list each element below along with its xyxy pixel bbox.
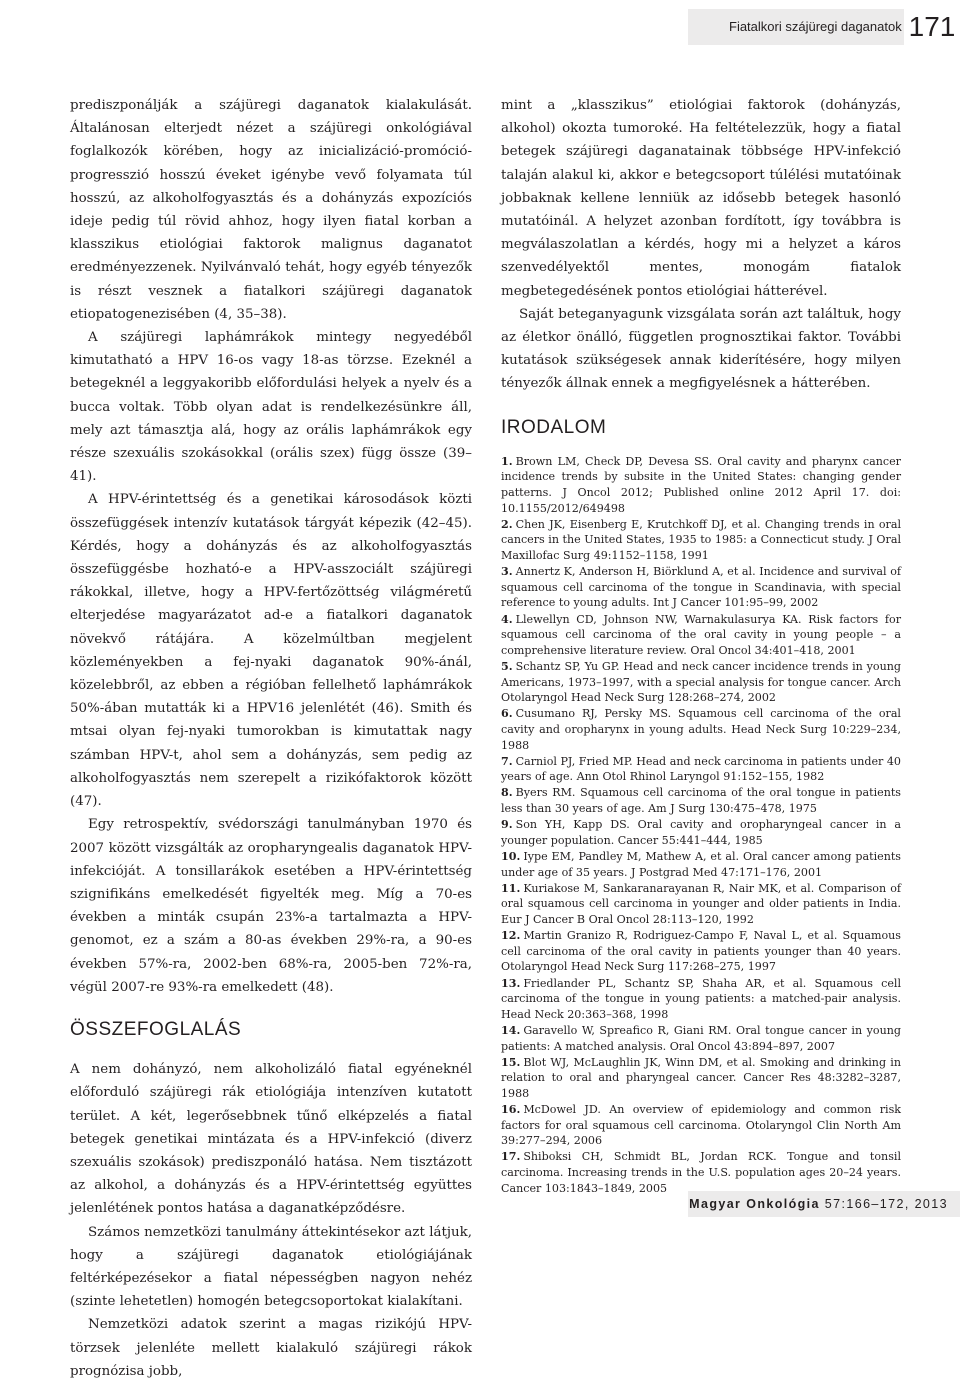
reference-text: Son YH, Kapp DS. Oral cavity and oropharyngeal cancer in a younger population. Cancer 55:441–444, 1985 xyxy=(501,818,901,847)
reference-item xyxy=(501,1149,901,1196)
reference-number: 7. xyxy=(501,754,513,768)
right-column xyxy=(501,94,901,1197)
reference-text: Annertz K, Anderson H, Biörklund A, et al. Incidence and survival of squamous cell carcinoma of the tongue in Scandinavia, with special reference to young adults. Int J Cancer 101:95–99, 2002 xyxy=(501,565,901,610)
reference-item xyxy=(501,754,901,785)
left-column xyxy=(70,94,472,1383)
reference-text: Iype EM, Pandley M, Mathew A, et al. Oral cancer among patients under age of 35 years. J Postgrad Med 47:171–176, 2001 xyxy=(501,850,901,879)
reference-number: 3. xyxy=(501,565,513,579)
reference-number: 15. xyxy=(501,1055,521,1069)
reference-text: Byers RM. Squamous cell carcinoma of the oral tongue in patients less than 30 years of age. Am J Surg 130:475–478, 1975 xyxy=(501,786,901,816)
volume-pages-year: 57:166–172, 2013 xyxy=(824,1197,948,1211)
reference-item xyxy=(501,706,901,753)
references-heading: IRODALOM xyxy=(501,416,607,438)
reference-text: Brown LM, Check DP, Devesa SS. Oral cavity and pharynx cancer incidence trends by subsite in the United States: changing gender patterns. J Oncol 2012; Published online 2012 April 17. doi: 10.1155/2012/649498 xyxy=(501,454,901,515)
reference-text: Kuriakose M, Sankaranarayanan R, Nair MK, et al. Comparison of oral squamous cell carcinoma in younger and older patients in India. Eur J Cancer B Oral Oncol 28:113–120, 1992 xyxy=(501,881,901,926)
body-paragraph: mint a „klasszikus” etiológiai faktorok (dohányzás, alkohol) okozta tumoroké. Ha feltételezzük, hogy a fiatal betegek szájüregi daganatainak többsége HPV-infekció talaján alakul ki, akkor e betegcsoport túlélési mutatóinak jobbaknak kellene lenniük az idősebb betegek hasonló mutatóinál. A helyzet azonban fordított, így továbbra is megválaszolatlan a kérdés, hogy mi a helyzet a káros szenvedélyektől mentes, monogám fiatalok megbetegedésének pontos etiológiai hátterével. xyxy=(501,98,901,299)
reference-text: Chen JK, Eisenberg E, Krutchkoff DJ, et al. Changing trends in oral cancers in the United States, 1935 to 1985: a Connecticut study. J Oral Maxillofac Surg 49:1152–1158, 1991 xyxy=(501,517,901,562)
summary-paragraph: A nem dohányzó, nem alkoholizáló fiatal egyéneknél előforduló szájüregi rák etiológiája intenzíven kutatott terület. A két, legerősebbnek tűnő elképzelés a fiatal betegek genetikai mintázata és a HPV-infekció (diverz szexuális szokások) prediszponáló hatása. Nem tisztázott az alkohol, a dohányzás és a HPV-érintettség együttes jelenlétének pontos hatása a daganatképződésre. xyxy=(70,1062,472,1217)
reference-text: Garavello W, Spreafico R, Giani RM. Oral tongue cancer in young patients: A matched analysis. Oral Oncol 43:894–897, 2007 xyxy=(501,1023,901,1053)
summary-heading: ÖSSZEFOGLALÁS xyxy=(70,1018,242,1040)
page-number: 171 xyxy=(904,6,960,48)
body-paragraph: A szájüregi laphámrákok mintegy negyedéből kimutatható a HPV 16-os vagy 18-as törzse. Ezeknél a betegeknél a leggyakoribb előfordulási helyek a nyelv és a bucca voltak. Több olyan adat is rendelkezésünkre áll, mely azt támasztja alá, hogy az orális laphámrákok egy része szexuális szokásokkal (orális szex) függ össze (39–41). xyxy=(70,330,472,485)
reference-item xyxy=(501,976,901,1023)
reference-item xyxy=(501,454,901,516)
summary-paragraph: Nemzetközi adatok szerint a magas rizikójú HPV-törzsek jelenléte mellett kialakuló szájüregi rákok prognózisa jobb, xyxy=(70,1317,472,1379)
reference-list xyxy=(501,454,901,1196)
reference-number: 5. xyxy=(501,659,513,673)
reference-item xyxy=(501,659,901,706)
reference-number: 6. xyxy=(501,707,513,721)
reference-item xyxy=(501,928,901,975)
reference-text: Cusumano RJ, Persky MS. Squamous cell carcinoma of the oral cavity and oropharynx in young adults. Head Neck Surg 10:229–234, 1988 xyxy=(501,707,901,752)
reference-item xyxy=(501,612,901,659)
reference-item xyxy=(501,849,901,880)
body-paragraph: Egy retrospektív, svédországi tanulmányban 1970 és 2007 között vizsgálták az oropharyngealis daganatok HPV-infekcióját. A tonsillarákok esetében a HPV-érintettség szignifikáns emelkedését figyelték meg. Míg a 70-es években a minták csupán 23%-a tartalmazta a HPV-genomot, ez a szám a 80-as években 29%-ra, a 90-es években 57%-ra, 2002-ben 68%-ra, 2005-ben 72%-ra, végül 2007-re 93%-ra emelkedett (48). xyxy=(70,817,472,995)
reference-item xyxy=(501,564,901,611)
reference-item xyxy=(501,517,901,564)
reference-text: Carniol PJ, Fried MP. Head and neck carcinoma in patients under 40 years of age. Ann Otol Rhinol Laryngol 91:152–155, 1982 xyxy=(501,754,901,784)
reference-number: 17. xyxy=(501,1150,521,1164)
reference-text: Shiboksi CH, Schmidt BL, Jordan RCK. Tongue and tonsil carcinoma. Increasing trends in the U.S. population ages 20–24 years. Cancer 103:1843–1849, 2005 xyxy=(501,1150,901,1195)
reference-text: Blot WJ, McLaughlin JK, Winn DM, et al. Smoking and drinking in relation to oral and pharyngeal cancer. Cancer Res 48:3282–3287, 1988 xyxy=(501,1055,901,1100)
reference-text: Schantz SP, Yu GP. Head and neck cancer incidence trends in young Americans, 1973–1997, with a special analysis for tongue cancer. Arch Otolaryngol Head Neck Surg 128:268–274, 2002 xyxy=(501,659,901,705)
reference-item xyxy=(501,785,901,816)
reference-item xyxy=(501,1023,901,1054)
reference-number: 10. xyxy=(501,850,521,864)
reference-item xyxy=(501,881,901,928)
body-paragraph: prediszponálják a szájüregi daganatok kialakulását. Általánosan elterjedt nézet a szájüregi onkológiával foglalkozók körében, hogy az inicializáció-promóció-progresszió hosszú éveket igénybe vevő folyamata túl hosszú, az alkoholfogyasztás és a dohányzás expozíciós ideje pedig túl rövid ahhoz, hogy ilyen fiatal korban a klasszikus etiológiai faktorok malignus daganatot eredményezzenek. Nyilvánvaló tehát, hogy egyéb tényezők is részt vesznek a fiatalkori szájüregi daganatok etiopatogenezisében (4, 35–38). xyxy=(70,98,472,322)
reference-number: 2. xyxy=(501,517,513,531)
reference-item xyxy=(501,1102,901,1149)
reference-text: Martin Granizo R, Rodriguez-Campo F, Naval L, et al. Squamous cell carcinoma of the oral cavity in patients younger than 40 years. Otolaryngol Head Neck Surg 117:268–275, 1997 xyxy=(501,929,901,974)
reference-item xyxy=(501,817,901,848)
running-title: Fiatalkori szájüregi daganatok xyxy=(729,19,902,34)
running-footer xyxy=(688,1191,960,1217)
reference-text: Llewellyn CD, Johnson NW, Warnakulasurya KA. Risk factors for squamous cell carcinoma of the oral cavity in young people – a comprehensive literature review. Oral Oncol 34:401–418, 2001 xyxy=(501,612,901,657)
reference-number: 1. xyxy=(501,454,513,468)
body-paragraph: A HPV-érintettség és a genetikai károsodások közti összefüggések intenzív kutatások tárgyát képezik (42–45). Kérdés, hogy a dohányzás és az alkoholfogyasztás összefüggésbe hozható-e a HPV-asszociált szájüregi rákokkal, illetve, hogy a HPV-fertőzöttség világméretű elterjedése magyarázatot ad-e a fiatalkori daganatok növekvő rátájára. A közelmúltban megjelent közleményekben a fej-nyaki daganatok 90%-ánál, közelebbről, az ebben a régióban fellelhető laphámrákok 50%-ában mutatták ki a HPV16 jelenlétét (46). Smith és mtsai olyan fej-nyaki tumorokban is kimutattak nagy számban HPV-t, ahol sem a dohányzás, sem pedig az alkoholfogyasztás nem szerepelt a rizikófaktorok között (47). xyxy=(70,492,472,810)
reference-number: 9. xyxy=(501,818,513,832)
body-paragraph: Saját beteganyagunk vizsgálata során azt találtuk, hogy az életkor önálló, független prognosztikai faktor. További kutatások szükségesek annak kiderítésére, hogy milyen tényezők állnak ennek a megfigyelésnek a hátterében. xyxy=(501,306,901,392)
reference-number: 11. xyxy=(501,881,521,895)
reference-number: 8. xyxy=(501,786,513,800)
reference-number: 12. xyxy=(501,929,521,943)
reference-number: 16. xyxy=(501,1103,521,1117)
reference-number: 13. xyxy=(501,976,521,990)
reference-number: 4. xyxy=(501,612,513,626)
reference-number: 14. xyxy=(501,1023,521,1037)
journal-citation xyxy=(689,1197,948,1211)
reference-text: Friedlander PL, Schantz SP, Shaha AR, et al. Squamous cell carcinoma of the tongue in young patients: a matched-pair analysis. Head Neck 20:363–368, 1998 xyxy=(501,976,901,1021)
reference-text: McDowel JD. An overview of epidemiology and common risk factors for oral squamous cell carcinoma. Otolaryngol Clin North Am 39:277–294, 2006 xyxy=(501,1103,901,1148)
reference-item xyxy=(501,1055,901,1102)
summary-paragraph: Számos nemzetközi tanulmány áttekintésekor azt látjuk, hogy a szájüregi daganatok etiológiájának feltérképezésekor a fiatal népességben nagyon nehéz (szinte lehetetlen) homogén betegcsoportokat kialakítani. xyxy=(70,1224,472,1310)
journal-name: Magyar Onkológia xyxy=(689,1197,820,1211)
